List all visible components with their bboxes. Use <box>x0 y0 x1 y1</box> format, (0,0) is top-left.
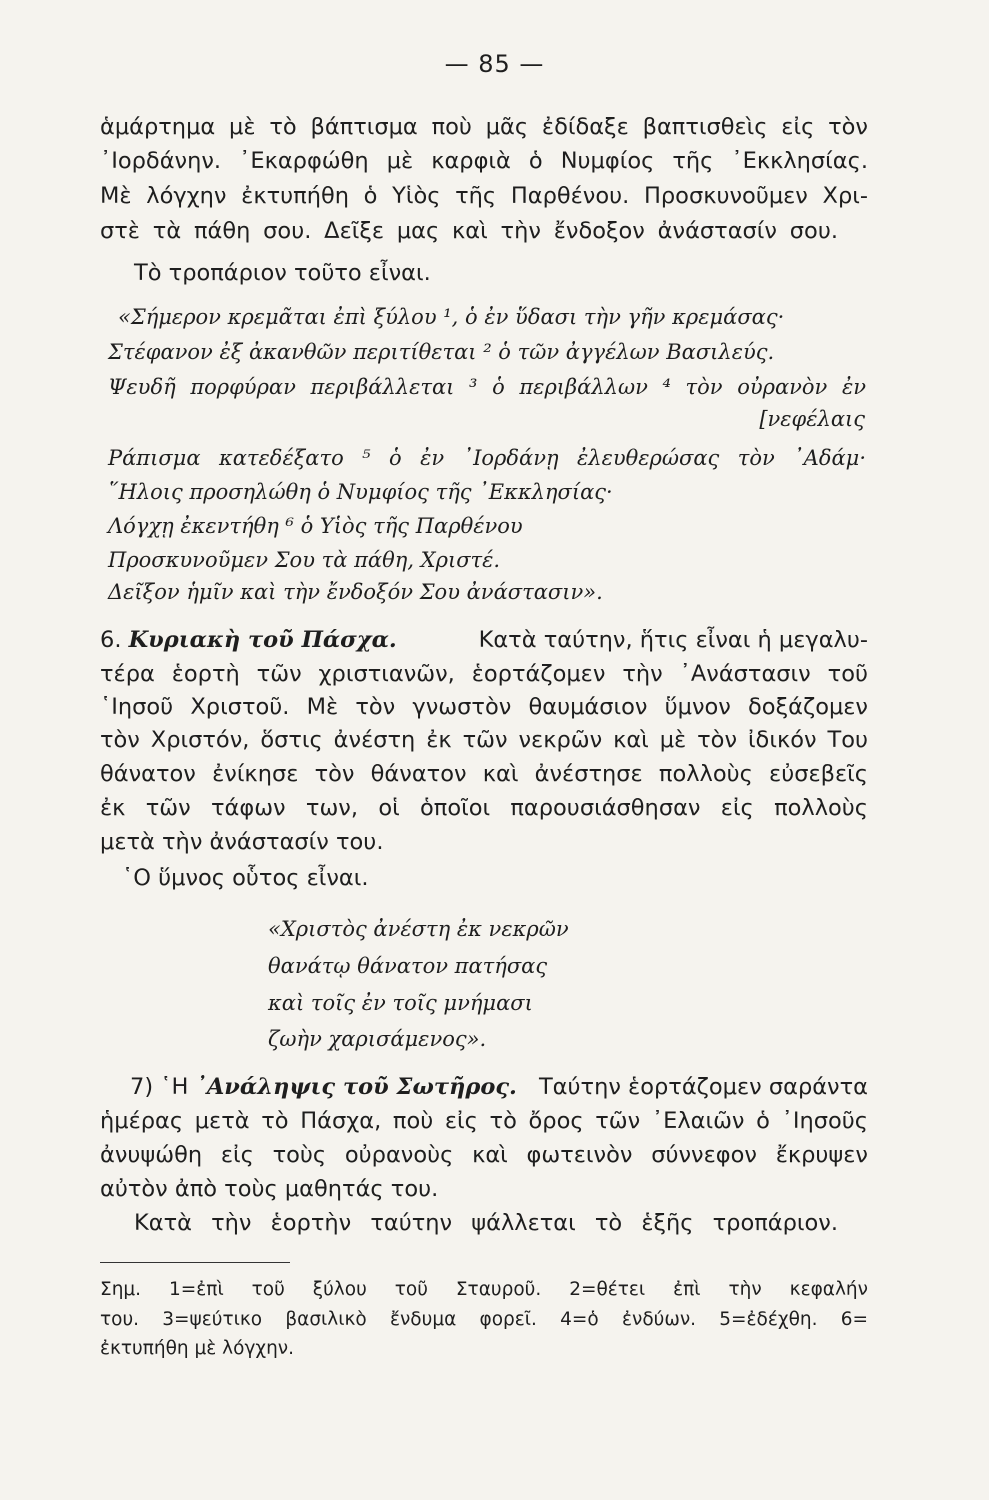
text-line: στὲ τὰ πάθη σου. Δεῖξε μας καὶ τὴν ἔνδοξον ἀνάστασίν σου. <box>100 218 838 244</box>
hymn-line: ζωὴν χαρισάμενος». <box>268 1027 487 1051</box>
text-line: αὐτὸν ἀπὸ τοὺς μαθητάς του. <box>100 1176 439 1202</box>
text-line: ἡμέρας μετὰ τὸ Πάσχα, ποὺ εἰς τὸ ὄρος τῶν ᾿Ελαιῶν ὁ ᾿Ιησοῦς <box>100 1108 868 1134</box>
hymn-line: Δεῖξον ἡμῖν καὶ τὴν ἔνδοξόν Σου ἀνάστασιν». <box>108 580 603 604</box>
footnote-line: του. 3=ψεύτικο βασιλικὸ ἔνδυμα φορεῖ. 4=ὁ ἐνδύων. 5=ἐδέχθη. 6= <box>100 1309 868 1330</box>
section-7-heading-line <box>130 1071 868 1103</box>
section-6-head <box>100 624 397 656</box>
hymn-line: Ράπισμα κατεδέξατο ⁵ ὁ ἐν ᾿Ιορδάνῃ ἐλευθερώσας τὸν ᾿Αδάμ· <box>108 446 866 470</box>
text-line: ἐκ τῶν τάφων των, οἱ ὁποῖοι παρουσιάσθησαν εἰς πολλοὺς <box>100 795 868 821</box>
hymn-line: καὶ τοῖς ἐν τοῖς μνήμασι <box>268 991 533 1015</box>
hymn-line: Λόγχῃ ἐκεντήθη ⁶ ὁ Υἱὸς τῆς Παρθένου <box>108 514 523 538</box>
section-7-head <box>130 1071 517 1103</box>
section-6-heading-line <box>100 624 868 656</box>
page-number: — 85 — <box>444 50 545 78</box>
hymn-line: Προσκυνοῦμεν Σου τὰ πάθη, Χριστέ. <box>108 548 501 572</box>
text-line: θάνατον ἐνίκησε τὸν θάνατον καὶ ἀνέστησε πολλοὺς εὐσεβεῖς <box>100 761 868 787</box>
section-7-title: ᾿Ανάληψις τοῦ Σωτῆρος. <box>195 1074 517 1100</box>
section-6-number: 6. <box>100 627 122 653</box>
hymn-line: ῞Ηλοις προσηλώθη ὁ Νυμφίος τῆς ᾿Εκκλησίας· <box>108 480 613 504</box>
hymn-line: «Σήμερον κρεμᾶται ἐπὶ ξύλου ¹, ὁ ἐν ὕδασι τὴν γῆν κρεμάσας· <box>118 305 785 329</box>
footnote-line: Σημ. 1=ἐπὶ τοῦ ξύλου τοῦ Σταυροῦ. 2=θέτει ἐπὶ τὴν κεφαλήν <box>100 1279 868 1300</box>
text-line: μετὰ τὴν ἀνάστασίν του. <box>100 829 384 855</box>
text-line: ῾Ιησοῦ Χριστοῦ. Μὲ τὸν γνωστὸν θαυμάσιον ὕμνον δοξάζομεν <box>100 694 868 720</box>
hymn-line: Στέφανον ἐξ ἀκανθῶν περιτίθεται ² ὁ τῶν ἀγγέλων Βασιλεύς. <box>108 340 775 364</box>
text-line: Τὸ τροπάριον τοῦτο εἶναι. <box>134 260 431 286</box>
text-line: τὸν Χριστόν, ὅστις ἀνέστη ἐκ τῶν νεκρῶν καὶ μὲ τὸν ἰδικόν Του <box>100 727 868 753</box>
footnote-rule <box>100 1262 290 1263</box>
text-line: ἀνυψώθη εἰς τοὺς οὐρανοὺς καὶ φωτεινὸν σύννεφον ἔκρυψεν <box>100 1142 868 1168</box>
text-line: Ταύτην ἑορτάζομεν σαράντα <box>538 1074 868 1100</box>
hymn-line: θανάτῳ θάνατον πατήσας <box>268 954 548 978</box>
text-line: Μὲ λόγχην ἐκτυπήθη ὁ Υἱὸς τῆς Παρθένου. Προσκυνοῦμεν Χρι- <box>100 183 868 209</box>
footnote-line: ἐκτυπήθη μὲ λόγχην. <box>100 1338 295 1359</box>
text-line: ῾Ο ὕμνος οὗτος εἶναι. <box>122 865 369 891</box>
hymn-line-continuation: [νεφέλαις <box>759 407 865 431</box>
text-line: ἁμάρτημα μὲ τὸ βάπτισμα ποὺ μᾶς ἐδίδαξε βαπτισθεὶς εἰς τὸν <box>100 114 868 140</box>
text-line: τέρα ἑορτὴ τῶν χριστιανῶν, ἑορτάζομεν τὴν ᾿Ανάστασιν τοῦ <box>100 661 868 687</box>
text-line: Κατὰ τὴν ἑορτὴν ταύτην ψάλλεται τὸ ἑξῆς τροπάριον. <box>134 1210 838 1236</box>
hymn-line: «Χριστὸς ἀνέστη ἐκ νεκρῶν <box>268 917 569 941</box>
hymn-line: Ψευδῆ πορφύραν περιβάλλεται ³ ὁ περιβάλλων ⁴ τὸν οὐρανὸν ἐν <box>108 375 866 399</box>
text-line: ᾿Ιορδάνην. ᾿Εκαρφώθη μὲ καρφιὰ ὁ Νυμφίος τῆς ᾿Εκκλησίας. <box>100 148 868 174</box>
section-7-number: 7) ῾Η <box>130 1074 189 1100</box>
text-line: Κατὰ ταύτην, ἥτις εἶναι ἡ μεγαλυ- <box>478 627 868 653</box>
section-6-title: Κυριακὴ τοῦ Πάσχα. <box>128 627 397 653</box>
